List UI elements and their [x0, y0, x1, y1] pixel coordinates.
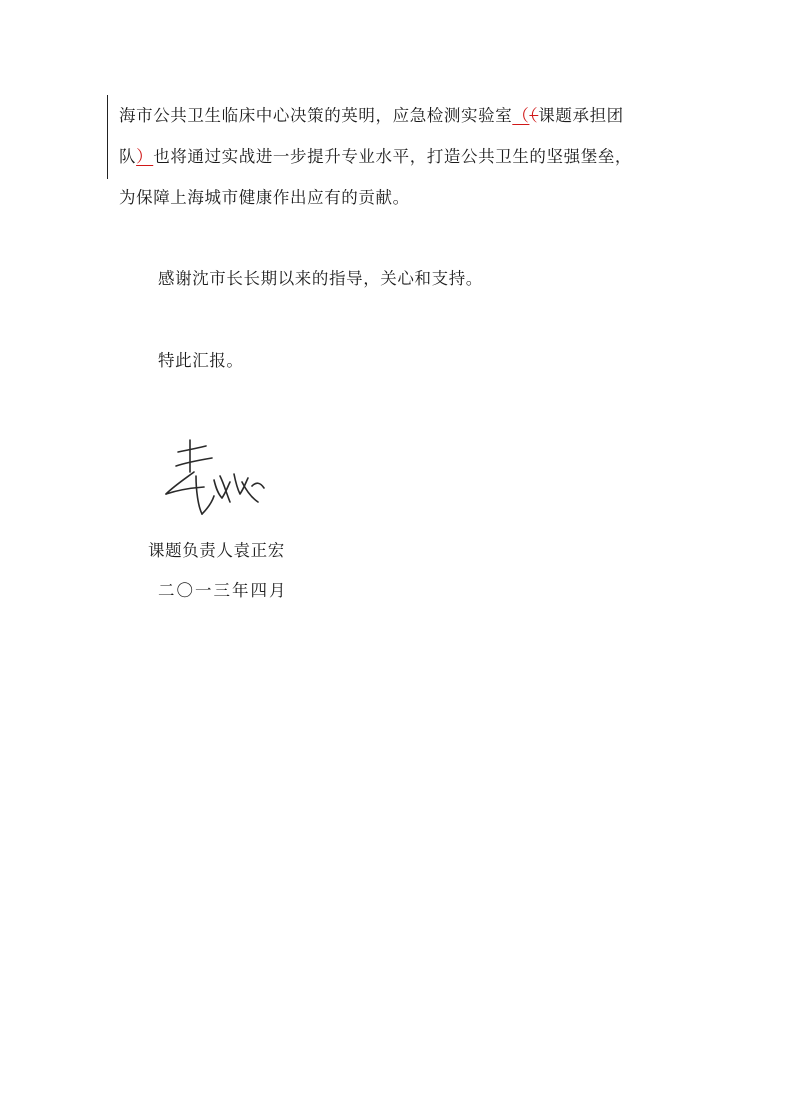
inserted-open-paren: （	[512, 106, 530, 125]
text-segment: 海市公共卫生临床中心决策的英明，应急检测实验室	[119, 106, 513, 125]
text-segment: 课题承担团	[538, 106, 624, 125]
inserted-close-paren: ）	[136, 147, 154, 166]
signer-name-line: 课题负责人袁正宏	[148, 541, 285, 560]
paragraph-1-line-1	[119, 105, 624, 127]
revision-change-bar	[107, 95, 108, 179]
paragraph-2: 感谢沈市长长期以来的指导，关心和支持。	[158, 269, 483, 288]
text-segment: 也将通过实战进一步提升专业水平，打造公共卫生的坚强堡垒，	[153, 147, 633, 166]
paragraph-1-line-2	[119, 146, 632, 168]
paragraph-3: 特此汇报。	[158, 351, 244, 370]
paragraph-1-line-3: 为保障上海城市健康作出应有的贡献。	[119, 188, 410, 207]
text-segment: 队	[119, 147, 137, 166]
handwritten-signature	[160, 432, 270, 522]
document-date: 二〇一三年四月	[158, 581, 288, 600]
deleted-paren: （	[529, 106, 539, 125]
